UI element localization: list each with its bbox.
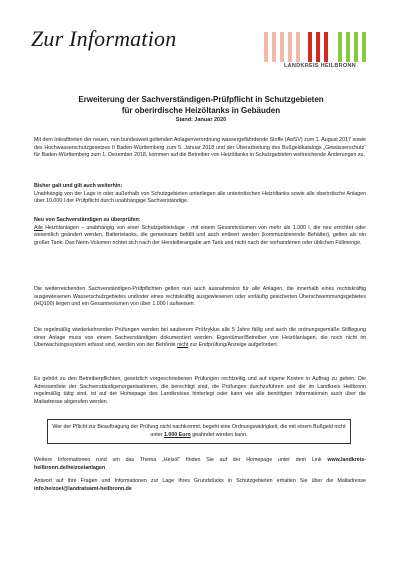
notice-amount: 1.000 Euro bbox=[163, 432, 191, 438]
regel-paragraph bbox=[34, 327, 366, 350]
antwort-paragraph bbox=[34, 478, 366, 493]
logo-bar-1 bbox=[264, 32, 268, 62]
logo-bar-4 bbox=[288, 32, 292, 62]
bisher-heading: Bisher galt und gilt auch weiterhin: bbox=[34, 183, 123, 189]
intro-paragraph: Mit dem Inkrafttreten der neuen, nun bundesweit geltenden Anlagenverordnung wassergefährdende Stoffe (AwSV) zum 1. August 2017 sowie des Hochwasserschutzgesetzes II Baden-Württemberg zum 5. Januar 2018 und der Überarbeitung des Bußgeldkatalogs „Gewässerschutz“ für Baden-Württemberg zum 1. Dezember 2018, kommen auf die Betreiber von Heizöltanks in Schutzgebieten weitreichende Änderungen zu. bbox=[34, 137, 366, 159]
neu-heading: Neu von Sachverständigen zu überprüfen: bbox=[34, 217, 141, 223]
headline-line-1: Erweiterung der Sachverständigen-Prüfpflicht in Schutzgebieten bbox=[78, 95, 324, 104]
bisher-paragraph bbox=[34, 183, 366, 206]
antwort-text: Antwort auf Ihre Fragen und Informationen zur Lage Ihres Grundstücks in Schutzgebieten erhalten Sie über die Mailadresse bbox=[34, 478, 366, 484]
logo-bar-11 bbox=[354, 32, 358, 62]
logo-label: LANDKREIS HEILBRONN bbox=[283, 63, 356, 69]
logo-bar-9 bbox=[338, 32, 342, 62]
logo-bar-8 bbox=[324, 32, 328, 62]
logo-bar-12 bbox=[362, 32, 366, 62]
neu-paragraph bbox=[34, 217, 366, 248]
erweitert-paragraph: Die weiterreichenden Sachverständigen-Prüfpflichten gelten nun auch ausnahmslos für alle Anlagen, die innerhalb eines rechtskräftig ausgewiesenen Wasserschutzgebietes und/oder eines rechtskräftig ausgewiesenen oder vorläufig gesicherten Überschwemmungsgebietes (HQ100) liegen und ein Gesamtvolumen von über 1.000 l aufweisen. bbox=[34, 286, 366, 308]
logo-bar-7 bbox=[316, 32, 320, 62]
logo-bar-3 bbox=[280, 32, 284, 62]
fine-notice-box bbox=[47, 419, 351, 444]
headline-line-2: für oberirdische Heizöltanks in Gebäuden bbox=[121, 106, 281, 115]
pflicht-paragraph: Es gehört zu den Betreiberpflichten, gesetzlich vorgeschriebenen Prüfungen rechtzeitig und auf eigene Kosten in Auftrag zu geben. Die Adressenliste der Sachverständigenorganisationen, die berechtigt sind, die Prüfungen durchzuführen und die im Landkreis Heilbronn regelmäßig tätig sind, ist auf der Homepage des Landkreises hinterlegt oder kann wie alle benötigten Informationen auch über die Mailadresse abgerufen werden. bbox=[34, 376, 366, 406]
regel-nicht: nicht bbox=[177, 342, 189, 349]
page-title: Zur Information bbox=[31, 26, 177, 51]
headline bbox=[34, 94, 368, 116]
logo-bar-5 bbox=[296, 32, 300, 62]
weitere-text: Weitere Informationen rund um das Thema „Heizöl“ finden Sie auf der Homepage unter dem Link bbox=[34, 457, 322, 463]
bisher-text: Unabhängig von der Lage in oder außerhalb von Schutzgebieten unterliegen alle unterirdischen Heizöltanks sowie alle oberirdische Anlagen über 10.000 l der Prüfpflicht durch unabhängige Sachverständige. bbox=[34, 190, 366, 205]
weitere-paragraph bbox=[34, 457, 366, 472]
regel-text: Die regelmäßig wiederkehrenden Prüfungen werden bei sauberem Prüfzyklus alle 5 Jahre fällig und auch die ordnungsgemäße Stilllegung einer Anlage muss von einem Sachverständigen dokumentiert werden. Eigentümer/Betreiber von Heizölanlagen, die noch nicht im Überwachungssystem erfasst sind, werden von der Behörde bbox=[34, 327, 366, 349]
logo-bar-2 bbox=[272, 32, 276, 62]
mail-link[interactable]: info.heizoel@landratsamt-heilbronn.de bbox=[34, 485, 132, 492]
logo-bar-6 bbox=[308, 32, 312, 62]
logo-bar-10 bbox=[346, 32, 350, 62]
notice-text-b: geahndet werden kann. bbox=[192, 432, 248, 438]
neu-alle: Alle bbox=[34, 224, 43, 231]
notice-text-a: Wer der Pflicht zur Beauftragung der Prüfung nicht nachkommt, begeht eine Ordnungswidrigkeit, die mit einem Bußgeld nicht unter bbox=[52, 424, 346, 438]
stand-date: Stand: Januar 2020 bbox=[175, 117, 227, 123]
neu-text: Heizölanlagen – unabhängig von einer Schutzgebietslage - mit einem Gesamtvolumen von mehr als 1.000 l, die neu errichtet oder wesentlich geändert werden. Batterietanks, die gemeinsam befüllt und auch entleert werden (kommunizierende Behälter), gelten als ein großer Tank. Das Nenn-Volumen richtet sich nach der Herstellerangabe am Tank und nicht nach der vorhandenen oder üblichen Füllmenge. bbox=[34, 224, 366, 247]
homepage-link[interactable]: www.landkreis-heilbronn.de/heizoelanlagen bbox=[34, 457, 366, 471]
regel-end: zur Endprüfung/Anzeige aufgefordert. bbox=[189, 342, 279, 349]
